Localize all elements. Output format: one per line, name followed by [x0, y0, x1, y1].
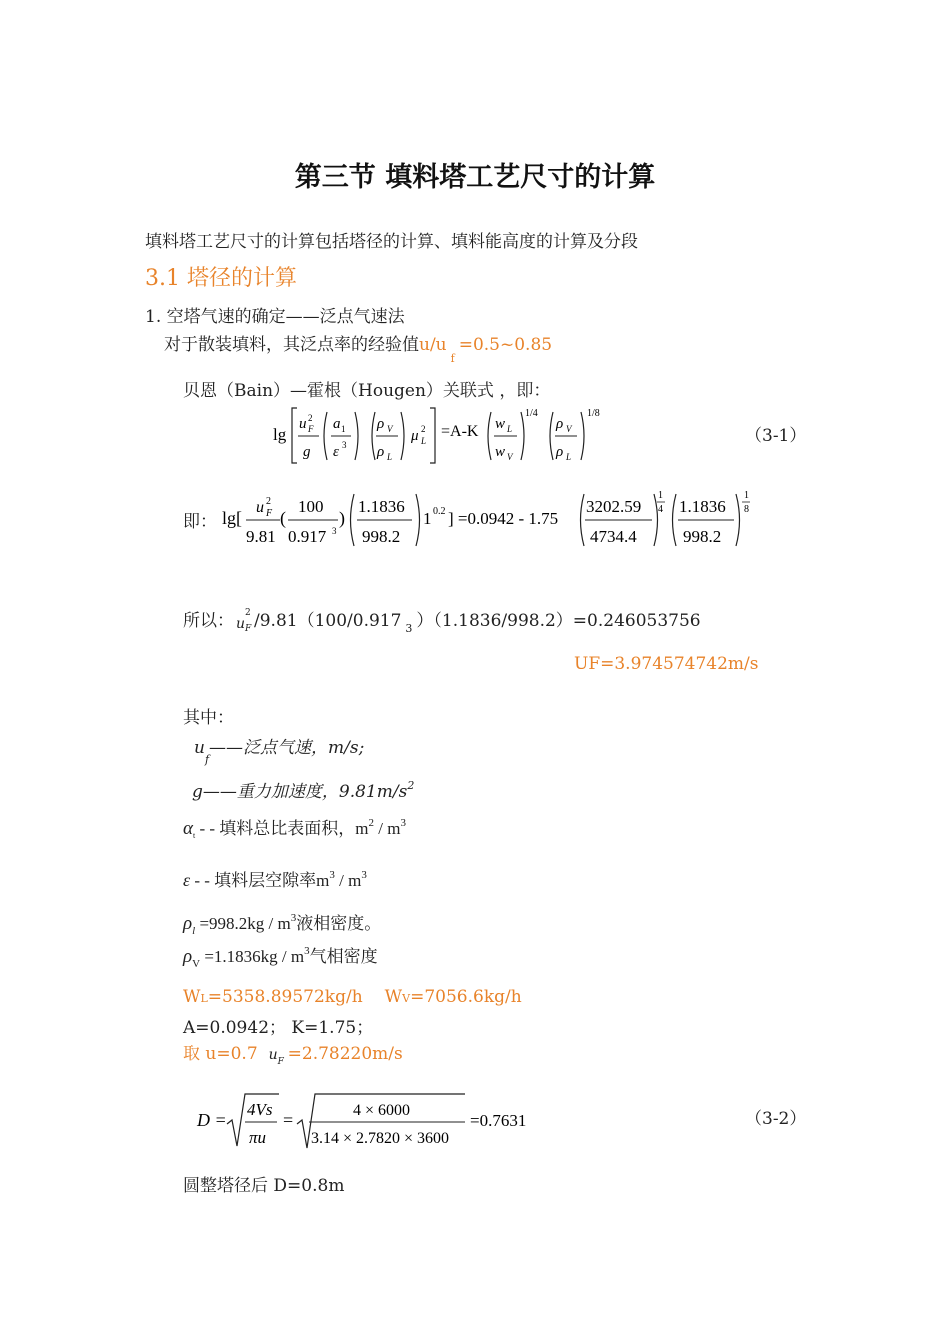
eq-sub-9982-b: 998.2 — [683, 527, 722, 546]
def-g-desc: ——重力加速度，9.81m/s — [202, 782, 408, 802]
def-epsilon — [183, 866, 367, 891]
def-rho-l-desc: =998.2kg / m — [195, 914, 291, 933]
suoyi-sub3: 3 — [405, 622, 413, 635]
svg-text:=: = — [283, 1110, 294, 1130]
svg-text:ρ: ρ — [377, 444, 385, 460]
wv-value: =7056.6kg/h — [410, 987, 522, 1007]
def-alpha — [183, 814, 406, 840]
svg-text:F: F — [266, 508, 273, 519]
def-rho-v-sup3: 3 — [304, 945, 310, 957]
suoyi-expression: /9.81（100/0.917 — [254, 611, 402, 631]
def-rho-v-desc: =1.1836kg / m — [200, 947, 305, 966]
def-g — [192, 777, 414, 802]
def-epsilon-unit: / m — [334, 871, 362, 890]
equation-3-1 — [265, 400, 610, 470]
eq-sub-47344: 4734.4 — [590, 527, 637, 546]
eq-sub-9982: 998.2 — [362, 527, 401, 546]
svg-text:): ) — [339, 508, 345, 528]
flood-range: =0.5~0.85 — [458, 335, 553, 355]
svg-text:ρ: ρ — [556, 416, 564, 432]
intro-paragraph: 填料塔工艺尺寸的计算包括塔径的计算、填料能高度的计算及分段 — [145, 232, 638, 252]
svg-text:2: 2 — [308, 413, 313, 423]
def-rho-l-sub: l — [192, 925, 196, 937]
eq-sub-981: 9.81 — [246, 527, 276, 546]
suoyi-line — [183, 606, 701, 635]
bain-hougen-intro: 贝恩（Bain）—霍根（Hougen）关联式 ，即： — [183, 381, 551, 401]
def-alpha-symbol: α — [183, 818, 193, 839]
flood-ratio: u/u — [419, 335, 447, 355]
take-uf-symbol — [266, 1039, 288, 1067]
def-rho-v-sub: V — [192, 958, 201, 970]
eq-sub-11836-b: 1.1836 — [679, 497, 726, 516]
eq2-piu: πu — [249, 1128, 267, 1147]
svg-text:V: V — [507, 452, 513, 462]
section-heading: 3.1 塔径的计算 — [145, 266, 297, 291]
svg-text:3: 3 — [332, 526, 337, 536]
eq-sub-lg: lg[ — [222, 508, 242, 528]
equation-3-1-substituted — [220, 486, 760, 556]
def-alpha-sup3: 3 — [400, 817, 406, 829]
svg-text:g: g — [303, 444, 311, 460]
svg-text:u: u — [299, 416, 307, 432]
page-title: 第三节 填料塔工艺尺寸的计算 — [294, 162, 656, 193]
svg-text:L: L — [566, 452, 572, 462]
eq-sub-exp2-num: 1 — [744, 490, 749, 501]
def-rho-l — [183, 909, 381, 935]
def-g-sup: 2 — [407, 779, 415, 792]
eq-sub-11836: 1.1836 — [358, 497, 405, 516]
svg-text:ρ: ρ — [377, 416, 385, 432]
svg-text:1: 1 — [341, 424, 346, 434]
wl-symbol: W — [183, 987, 201, 1007]
svg-text:(: ( — [280, 508, 286, 528]
qizhong-label: 其中： — [183, 708, 234, 728]
eq-number-3-1: （3-1） — [745, 426, 807, 446]
suoyi-tail: ）（1.1836/998.2）=0.246053756 — [416, 611, 701, 631]
def-rho-l-sup3: 3 — [290, 912, 297, 924]
eq2-denominator: 3.14 × 2.7820 × 3600 — [311, 1130, 450, 1147]
take-uf-sub: F — [277, 1057, 284, 1067]
wl-sub: L — [200, 992, 208, 1005]
def-alpha-sup2: 2 — [368, 817, 375, 829]
def-alpha-sub: t — [192, 831, 196, 840]
eq-sub-exp1-num: 1 — [658, 490, 663, 501]
eq-sub-one: 1 — [423, 509, 432, 528]
def-epsilon-sup3-b: 3 — [361, 869, 367, 881]
constants-a-k: A=0.0942； K=1.75； — [183, 1018, 374, 1038]
eq-sub-rhs: ] =0.0942 - 1.75 — [448, 509, 559, 528]
eq1-lg: lg — [273, 425, 287, 444]
ji-label: 即： — [183, 512, 217, 532]
def-rho-l-tail: 液相密度。 — [296, 914, 382, 933]
eq-number-3-2: （3-2） — [745, 1109, 807, 1129]
flood-rate-text: 对于散装填料，其泛点率的经验值 — [164, 335, 419, 355]
svg-text:w: w — [495, 444, 506, 460]
svg-text:μ: μ — [411, 428, 419, 444]
def-alpha-desc: - - 填料总比表面积，m — [195, 819, 369, 838]
svg-text:L: L — [507, 424, 513, 434]
wl-value: =5358.89572kg/h — [207, 987, 363, 1007]
def-alpha-unit: / m — [374, 819, 401, 838]
take-uf: u — [268, 1047, 278, 1063]
svg-text:a: a — [333, 416, 341, 432]
take-u-line — [183, 1039, 403, 1067]
eq-sub-p02: 0.2 — [433, 506, 446, 517]
svg-text:ρ: ρ — [556, 444, 564, 460]
suoyi-label: 所以： — [183, 611, 234, 631]
uf-squared-symbol: u 2 F — [236, 608, 252, 634]
def-uf — [194, 733, 365, 766]
eq1-power-quarter: 1/4 — [525, 408, 538, 419]
eq-sub-exp2-den: 8 — [744, 504, 749, 515]
def-epsilon-desc: - - 填料层空隙率m — [190, 871, 330, 890]
eq1-power-eighth: 1/8 — [587, 408, 600, 419]
def-rho-l-symbol: ρ — [183, 913, 193, 934]
def-rho-v-symbol: ρ — [183, 946, 193, 967]
take-u-text: 取 u=0.7 — [183, 1044, 258, 1064]
eq-sub-0917: 0.917 — [288, 527, 327, 546]
svg-text:ε: ε — [333, 444, 339, 460]
svg-text:u: u — [256, 499, 264, 516]
def-epsilon-sup3: 3 — [329, 869, 335, 881]
eq-sub-100: 100 — [298, 497, 324, 516]
def-rho-v-tail: 气相密度 — [309, 947, 378, 966]
eq-sub-exp1-den: 4 — [658, 504, 663, 515]
take-value: =2.78220m/s — [287, 1044, 403, 1064]
svg-text:L: L — [387, 452, 393, 462]
svg-text:V: V — [387, 424, 393, 434]
flood-rate-line — [164, 330, 553, 365]
svg-text:w: w — [495, 416, 506, 432]
svg-text:2: 2 — [266, 496, 271, 507]
wv-symbol: W — [384, 987, 403, 1007]
rounded-diameter: 圆整塔径后 D=0.8m — [183, 1176, 345, 1196]
eq2-4vs: 4Vs — [247, 1100, 273, 1119]
def-uf-desc: ——泛点气速，m/s; — [209, 738, 365, 758]
eq2-D: D = — [197, 1110, 227, 1130]
eq2-4x6000: 4 × 6000 — [353, 1102, 411, 1119]
flow-rates-line — [183, 987, 522, 1007]
svg-text:3: 3 — [342, 440, 347, 450]
def-uf-symbol: u — [194, 738, 205, 758]
svg-text:V: V — [566, 424, 572, 434]
svg-text:2: 2 — [421, 424, 426, 434]
item-1-heading: 1. 空塔气速的确定——泛点气速法 — [145, 307, 405, 327]
def-g-symbol: g — [192, 782, 203, 802]
def-rho-v — [183, 942, 378, 968]
svg-text:L: L — [421, 436, 427, 446]
eq1-rhs: =A-K — [441, 423, 479, 440]
svg-text:F: F — [308, 424, 314, 434]
uf-result: UF=3.974574742m/s — [574, 654, 759, 674]
equation-3-2 — [195, 1090, 555, 1156]
eq-sub-320259: 3202.59 — [586, 497, 642, 516]
wv-sub: V — [402, 992, 411, 1005]
flood-ratio-sub: f — [450, 352, 455, 365]
def-uf-sub: f — [204, 753, 210, 766]
eq2-result: =0.7631 — [470, 1111, 527, 1130]
def-epsilon-symbol: ε — [183, 870, 191, 890]
